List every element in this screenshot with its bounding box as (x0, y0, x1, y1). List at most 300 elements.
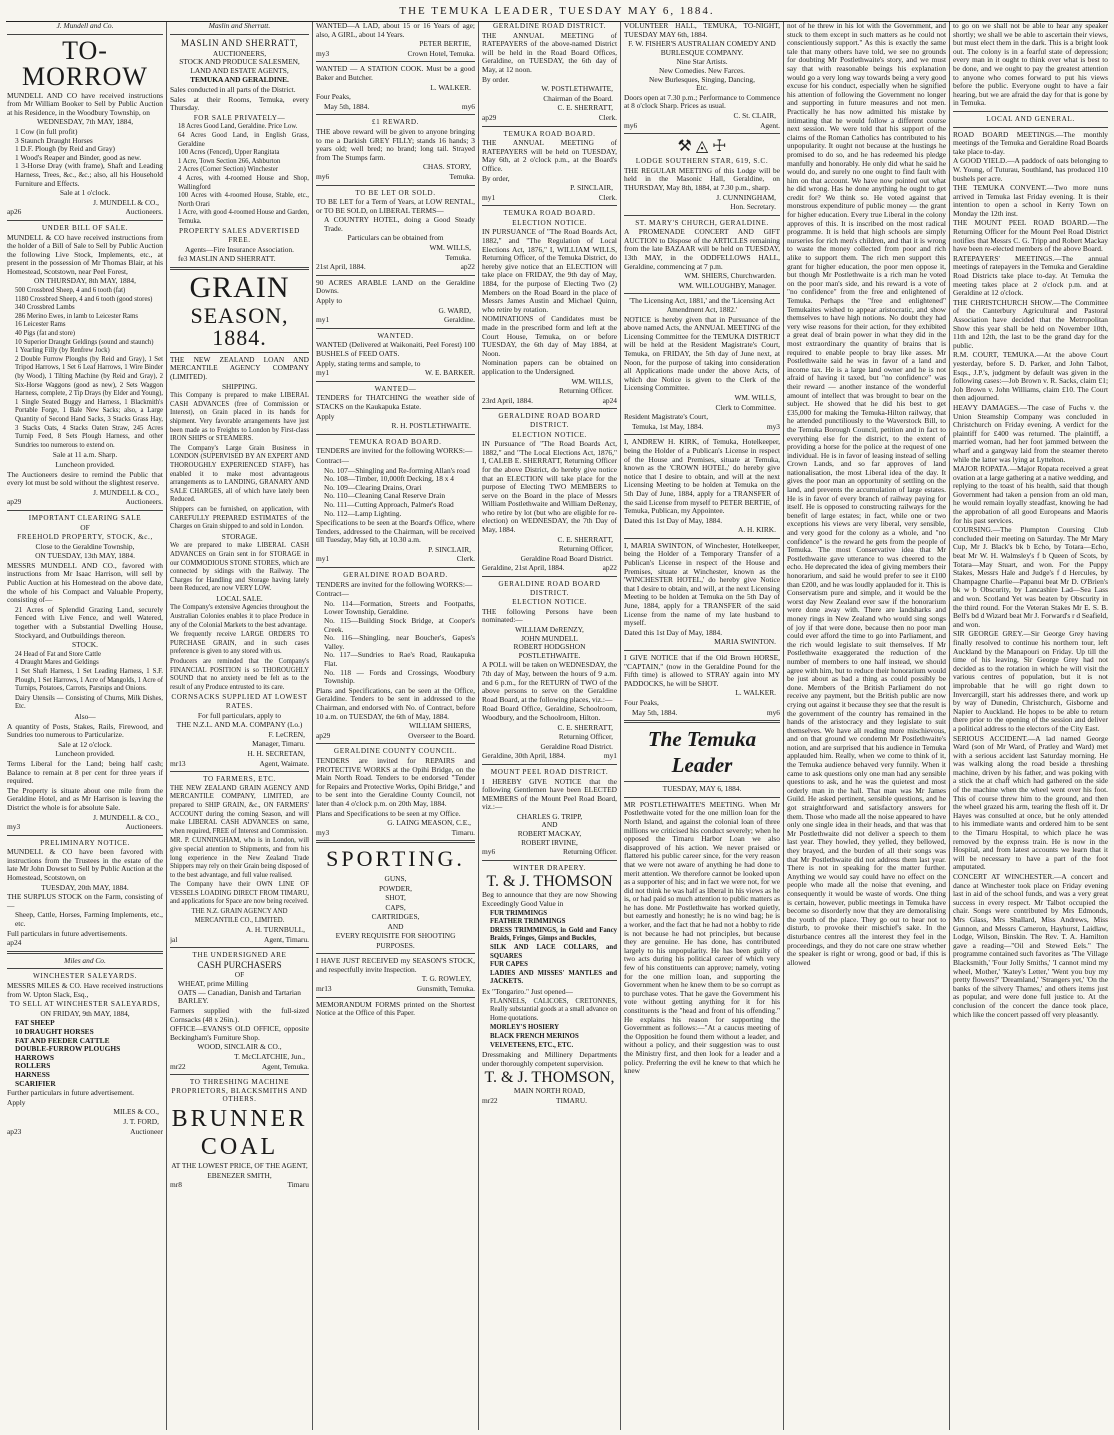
signature-title: Returning Officer. (558, 386, 613, 396)
ad-body: A quantity of Posts, Stakes, Rails, Firewood, and Sundries too numerous to Particularize. (7, 721, 163, 740)
divider (624, 434, 780, 435)
ad-code: my1 (316, 369, 330, 378)
ad-body: Terms Liberal for the Land; being half cash; Balance to remain at 8 per cent for three years if required. (7, 758, 163, 786)
ad-body: I, MARIA SWINTON, of Winchester, Hotelkeeper, being the Holder of a Temporary Transfer of a Publican's License in respect of the House and Premises, situate at Winchester, known as the 'WINCHESTER HOTEL,' do hereby give Notice that I desire to obtain, and will, at the next Licensing Meeting to be holden at Temuka on the 5th Day of June, 1884, apply for a TRANSFER of the said License from the name of my late husband to myself. (624, 540, 780, 628)
ad-heading: IMPORTANT CLEARING SALE (28, 513, 142, 522)
ad-body: Ex "Tongariro." Just opened— (482, 986, 573, 996)
ad-code: ap29 (7, 498, 22, 507)
signature: WILLIAM SHIERS, (409, 721, 471, 731)
divider (482, 764, 617, 765)
news-item: THE TEMUKA CONVENT.—Two more nuns arrived in Temuka last Friday evening. It is their intention to open a school in Kerry Town on Monday the 12th inst. (953, 183, 1108, 218)
signature: H. H. SECRETAN, (247, 748, 305, 758)
heading-thomson: T. & J. THOMSON (486, 873, 613, 891)
signature: J. CUNNINGHAM, (716, 192, 776, 202)
ad-code: ap22 (460, 263, 475, 272)
ad-heading: MASLIN AND SHERRATT, (180, 37, 299, 48)
ad-heading: FOR SALE PRIVATELY— (193, 113, 286, 122)
signature-title: Clerk. (598, 193, 617, 202)
news-item: A GOOD YIELD.—A paddock of oats belonging to W. Young, of Tuturau, Southland, has produced 110 bushels per acre. (953, 156, 1108, 183)
ad-body: IN PURSUANCE of "The Road Boards Act, 1882," and "The Regulation of Local Elections Act, 1876," I, WILLIAM WILLS, Returning Officer, of the Temuka District, do hereby give notice that an ELECTION will take place on FRIDAY, the 9th day of May, 1884, for the purpose of Electing Two (2) Members on the Road Board in the place of Messrs James Austin and Michael Quinn, who retire by rotation. (482, 227, 617, 314)
signature-title: Auctioneers. (125, 498, 163, 507)
ad-body: I GIVE NOTICE that if the Old Brown HORSE, "CAPTAIN," (now in the Geraldine Pound for the Fifth time) is allowed to STRAY again into MY PADDOCKS, he will be SHOT. (624, 653, 780, 688)
ad-body: Four Peaks, (316, 92, 351, 102)
section-header: J. Mundell and Co. (56, 22, 114, 30)
ad-body: TENDERS are invited for the following WORKS:— (316, 579, 473, 589)
ad-subheading: LOCAL SALE. (216, 593, 263, 603)
ad-body: Producers are reminded that the Company's FINANCIAL POSITION is so THOROUGHLY SOUND that no anxiety need be felt as to the result of any Produce entrusted to its care. (170, 658, 309, 691)
ad-heading: WINTER DRAPERY. (513, 863, 586, 872)
ad-body: Plans and Specifications to be seen at my Office. (316, 808, 461, 818)
signature: G. LAING MEASON, C.E., (387, 818, 471, 828)
divider (316, 743, 475, 744)
masthead: THE TEMUKA LEADER, TUESDAY MAY 6, 1884. (0, 4, 1114, 18)
ad-body: The Company's Large Grain Business in LONDON (SUPERVISED BY AN EXPERT AND THOROUGHLY EXPERIENCED STAFF), has enabled it to make most advantageous arrangements as to LANDING, GRANARY AND SALE CHARGES, all of which have lately been Reduced. (170, 444, 309, 504)
signature: T. McCLATCHIE, Jun., (234, 1051, 305, 1061)
signature: WM. WILLOUGHBY, Manager. (678, 280, 776, 290)
ad-list: CHARLES G. TRIPP, AND ROBERT MACKAY, ROBERT IRVINE, (516, 811, 583, 847)
signature: C. St. CLAIR, (733, 110, 776, 120)
ad-body: WANTED — A STATION COOK. Must be a good Baker and Butcher. (316, 64, 475, 82)
ad-subheading: Also— (74, 711, 96, 721)
ad-date: ON TUESDAY, 13th MAY, 1884. (35, 551, 135, 561)
ad-body: The Company's extensive Agencies throughout the Australian Colonies enables it to place Produce in any of the Colonial Markets to the best advantage. (170, 604, 309, 629)
issue-date: TUESDAY, MAY 6, 1884. (662, 784, 742, 794)
signature: A. H. KIRK. (738, 525, 776, 535)
divider (624, 781, 780, 782)
ad-body: AT THE LOWEST PRICE, OF THE AGENT, (171, 1160, 308, 1170)
ad-code: my1 (316, 555, 330, 564)
divider (316, 328, 475, 329)
ad-heading: GERALDINE ROAD DISTRICT. (492, 22, 607, 30)
ad-date: May 5th, 1884. (632, 708, 678, 717)
signature: THE N.Z. GRAIN AGENCY AND MERCANTILE CO., LIMITED. (191, 908, 288, 924)
heading-sporting: SPORTING. (326, 846, 465, 872)
ad-body: We are prepared to make LIBERAL CASH ADVANCES on Grain sent in for STORAGE in our COMMODIOUS STONE STORES, which are connected by sidings with the Railway. The Charges for Handling and Storage having lately been Reduced, are now VERY LOW. (170, 542, 309, 593)
heading-grain: GRAIN (189, 270, 290, 304)
ad-body: Apply to (316, 296, 343, 306)
ad-body: TENDERS are invited for the following WORKS:— (316, 446, 473, 456)
ad-body: Sales conducted in all parts of the District. (170, 84, 296, 94)
ad-body: 90 ACRES ARABLE LAND on the Geraldine Downs. (316, 277, 475, 296)
ad-heading: TO THRESHING MACHINE PROPRIETORS, BLACKSMITHS AND OTHERS. (171, 1078, 308, 1104)
ad-subheading: STOCK. (72, 640, 98, 650)
ad-subheading: ELECTION NOTICE. (512, 598, 587, 607)
section-header: Maslin and Sherratt. (208, 22, 271, 30)
ad-heading: TEMUKA ROAD BOARD. (503, 209, 596, 218)
signature-title: Returning Officer. (562, 848, 617, 857)
news-item: SERIOUS ACCIDENT.—A lad named George Ward (son of Mr Ward, of Pratley and Ward) met with a serious accident last Saturday morning. He was walking along the road beside a threshing machine, driven by his father, and was poking with a stick the at chaff which had gathered on the side of the machine when the wheel went over his foot. This of course threw him to the ground, and then the wheel grazed his arm, tearing the flesh off it. Dr Hayes was consulted at once, but he only attended to his immediate wants and ordered him to be sent to the Timaru Hospital, to which place he was removed by the express train. He is now in the Hospital, and from latest accounts we learn that it will be necessary to have a part of the foot amputated. (953, 733, 1108, 872)
ad-list: No. 107—Shingling and Re-forming Allan's road No. 108—Timber, 10,000ft Decking, 18 x 4 No. 109—Clearing Drains, Orari No. 110—Cleaning Canal Reserve Drain No. 111—Cutting Approach, Palmer's Road No. 112—Lamp Lighting. (324, 465, 470, 518)
divider (316, 953, 475, 954)
ad-heading: THE UNDERSIGNED ARE (192, 951, 287, 960)
signature: MAIN NORTH ROAD, (513, 1086, 586, 1096)
ad-heading: GERALDINE ROAD BOARD DISTRICT. (498, 580, 601, 597)
ad-body: OFFICE—EVANS'S OLD OFFICE, opposite Beckingham's Furniture Shop. (170, 1024, 309, 1042)
signature-title: Auctioneers. (125, 823, 163, 832)
ad-body: Further particulars in future advertisement. (7, 1088, 135, 1098)
heading-brunner: BRUNNER (171, 1105, 308, 1132)
news-item: THE MOUNT PEEL ROAD BOARD.—The Returning Officer for the Mount Peel Road District notifies that Messrs C. G. Tripp and Robert Mackay have been re-elected members of the above Board. (953, 218, 1108, 254)
ad-body: MEMORANDUM FORMS printed on the Shortest Notice at the Office of this Paper. (316, 999, 475, 1018)
ad-list: 500 Crossbred Sheep, 4 and 6 tooth (fat) 1180 Crossbred Sheep, 4 and 6 tooth (good stores) 340 Crossbred Lambs 286 Merino Ewes, in lamb to Leicester Rams 16 Leicester Rams 40 Pigs (fat and store) 10 Superior Draught Geldings (sound and staunch) 1 Yearling Filly (by Renfrew Jock) 2 Double Furrow Ploughs (by Reid and Gray), 1 Set Tripod Harrows, 1 Set 6 Leaf Harrows, 1 Wire Binder (by Wood), 1 Tilting Machine (by Reid and Gray), 2 Six-Horse Waggons (good as new), 2 Sets Waggon Harness, complete, 2 Tip Drays (by Elder and Young), 1 Single Seated Buggy and Harness, 1 Blackmith's Portable Forge, 1 Bale New Sacks; also, a Large Quantity of Second Hand Sacks, 3 Stacks Grass Hay, 3 Stacks Oats, 4 Stacks Oaten Straw, 245 Acres Turnip Feed, 8 Sets Plough Harness, and other Sundries too numerous to extend on. (15, 287, 163, 449)
ad-date: Dated this 1st Day of May, 1884. (624, 515, 723, 525)
ad-body: Four Peaks, (624, 697, 659, 707)
ad-date: Dated this 1st Day of May, 1884. (624, 627, 723, 637)
news-item: ROAD BOARD MEETINGS.—The monthly meetings of the Temuka and Geraldine Road Boards take place to-day. (953, 129, 1108, 156)
ad-subheading: CASH PURCHASERS (197, 960, 282, 971)
divider (316, 185, 475, 186)
editorial-text: not of he threw in his lot with the Government, and stuck to them except in such matters as he could not conscientiously support." As this is exactly the same tale that many others have told, we see no grounds for doubting Mr Postlethwaite's story, and we must say that with reasonable beings his explanation would go a very long way towards being a very good excuse for his conduct, especially when he signified his attention of following the Government no longer and supporting in future measures and not men. Practically he has now admitted his mistake by intimating that he would follow a different course next session. We were told that his support of the claims of the Roman Catholics has contributed to his unpopularity. It ought not because at the hustings he promised to do so, and he has redeemed his pledge manfully and honorably. He only did what he said he would do, and surely no one ought to find fault with him on that account. We have now pointed out what he did wrong. Has he done anything he ought to get credit for? We think so. He voted against that monstrous expenditure of public money — the grant for higher education. Every true Liberal in the colony approves of this. It is inscribed on the most radical programme. It is held that high schools are simply nurseries for rich men's children, and that it is wrong to waste the money collected from poor and rich alike to support them. The rich men support this grant for higher education, the poor men oppose it, but though Mr Postlethwaite is a rich man he voted on the poor man's side, and his reward is a vote of "no confidence" from the free and enlightened of Temuka. Perhaps the "free and enlightened" Temukaites wished to appear aristocratic, and show themselves to have high notions. No doubt they had very wise reasons for their action, for they exhibited a great deal of brain power in what they did in the most extraordinary the quantity of brains that is required to enable people to bray like asses. Mr Postlethwaite said he was in favor of a land and income tax. He is a large land owner and he is not afraid of having it taxed, but "no confidence" was their reward — another instance of the wonderful amount of intellect that was brought to bear on the subject. He showed that he did his best to get £35,000 for making the Temuka-Hilton railway, that he attended punctiliously to the Waverstock Bill, to the Temuka Borough Council, petition and in fact to everything else for the district, to the extent of providing a horse for the police at the request of one individual. He is in favor of leasing instead of selling Crown Lands, and so far approves of land nationalisation, the most Liberal idea of the day. It gives the poor man an opportunity of settling on the land, and prevents the accumulation of large estates. He is in favor of every branch of railway paying for itself. He is opposed to constructing railways for the benefit of large estates; in fact, while one or two exceptions his views are very liberal, very sensible, and very good for the colony as a whole, and "no confidence" is the reward he gets from the people of Temuka. The most Conservative idea that Mr Postlethwaite gave utterance to was cheered to the echo. He deprecated the idea of giving members their honorarium, and said he would prefer to see it £100 than £200, and he was loudly applauded for it. This is Conservatism pure and simple, and it would be the worst day New Zealand ever saw if the honorarium were done away with. There are landsharks and money rings in New Zealand who would sing songs of joy if that were done, because then no poor man could ever afford the time to go into Parliament, and the rich would legislate to suit themselves. If Mr Postlethwaite exaggerated the reduction of the number of members to one half instead, we should agree with him, but to reduce their honorarium would be just about as bad a thing as could possibly be done. Members of the British Parliament do not receive any payment, but the British public are now crying out against it because they see that the result is the government of the country has remained in the hands of the aristocracy and they legislate to suit themselves. We have all reading more mischievous, and on that ground we condemn Mr Postlethwaite's notion, and are surprised that his audience in Temuka applauded him. Really, when we come to think of it, the Temuka audience behaved very funnily. When it came to ask questions only one man had any sensible questions to ask, and he was the quietest and most orderly man in the hall. That man was Mr James Guild. He asked pertinent, sensible questions, and he got straightforward and satisfactory answers for them. Those who made all the noise appeared to have only one single idea in their heads, and that was that Mr Postlethwaite did not deliver a speech to them last year. They howled, they yelled, they bellowed, they brayed, and the burden of all their songs was that Mr Postlethwaite did not address them last year. There is not in speaking for the matter further. Anything we would say could have no effect on the people who made all the noise that evening, and consequently it would be waste of words. One thing is certain, however, public meetings in Temuka have become so disorderly now that they are demoralising the youth of the place. They go out to hear not to disturb, to provoke their mischief's sake. In the disturbance centres all the interest they feel in the proceedings, and they do not care one straw whether the speaker is right or wrong, good or bad, if this is allowed (787, 22, 946, 967)
signature-title: Returning Officer, (558, 732, 613, 742)
ad-code: my6 (316, 172, 330, 181)
divider (170, 267, 309, 270)
ad-body: WANTED (Delivered at Waikonaiti, Peel Forest) 100 BUSHELS of FEED OATS. (316, 340, 475, 358)
divider (170, 352, 309, 353)
ad-body: Plans and Specifications, can be seen at the Office, Geraldine. Tenders to be sent in addressed to the Chairman, and endorsed with No. of Contract, before 10 a.m. on TUESDAY, the 6th of May, 1884. (316, 685, 475, 721)
ad-list: Dairy Utensils — Consisting of Churns, Milk Dishes, Etc. (15, 694, 163, 711)
ad-body: Agents—Fire Insurance Association. (185, 244, 294, 254)
divider (482, 126, 617, 127)
section-header: Miles and Co. (64, 955, 106, 965)
ad-code: mr13 (170, 759, 186, 768)
divider (7, 220, 163, 221)
ad-subheading: F. W. FISHER'S AUSTRALIAN COMEDY AND BURLESQUE COMPANY. (628, 39, 776, 57)
ad-body: NOTICE is hereby given that in Pursuance of the above named Acts, the ANNUAL MEETING of the Licensing Committee for the TEMUKA DISTRICT will be held at the Resident Magistrate's Court, Temuka, on FRIDAY, the 5th day of June next, at Noon, for the purpose of taking into consideration all Applications made under the above Acts, of which due Notice is given to the Clerk of the Licensing Committee. (624, 314, 780, 393)
signature: A. H. TURNBULL, (245, 925, 305, 935)
ad-body: A PROMENADE CONCERT AND GIFT AUCTION to Dispose of the ARTICLES remaining from the late BAZAAR will be held on TUESDAY, 13th MAY, in the ODDFELLOWS HALL, Geraldine, commencing at 7 p.m. (624, 227, 780, 271)
divider (316, 997, 475, 998)
ad-code: my6 (482, 848, 496, 857)
ad-body: MUNDELL AND CO have received instructions from Mr William Booker to Sell by Public Auction at his Residence, in the Woodbury Township, on (7, 90, 163, 117)
news-item: R.M. COURT, TEMUKA.—At the above Court yesterday, before S. D. Parker, and John Talbot, Esqs., J.P.'s, judgment by default was given in the following cases:—Job Brown v. R. Sacks, claim £1; Job Brown v. John Williams, claim £10. The Court then adjourned. (953, 350, 1108, 403)
ad-body: WANTED—A LAD, about 15 or 16 Years of age; also, A GIRL, about 14 Years. (316, 22, 475, 39)
ad-date: ON THURSDAY, 8th MAY, 1884, (34, 276, 136, 286)
ad-date: 23rd April, 1884. (482, 396, 533, 405)
ad-heading: GERALDINE ROAD BOARD DISTRICT. (498, 412, 601, 429)
signature: P. SINCLAIR, (428, 544, 471, 554)
signature: WM. WILLS, (429, 243, 471, 253)
divider (482, 408, 617, 409)
ad-subheading: Close to the Geraldine Township, (35, 541, 135, 551)
ad-list: 18 Acres Good Land, Geraldine. Price Low. 64 Acres Good Land, in English Grass, Geraldine 100 Acres (Fenced), Upper Rangitata 1 Acre, Town Section 266, Ashburton 2 Acres (Corner Section) Winchester 4 Acres, with 4-roomed House and Shop, Wallingford 100 Acres with 4-roomed House, Stable, etc., North Orari 1 Acre, with good 4-roomed House and Garden, Temuka. (178, 123, 309, 225)
ad-body: I HAVE JUST RECEIVED my SEASON'S STOCK, and respectfully invite Inspection. (316, 956, 475, 974)
signature-title: Crown Hotel, Temuka. (407, 49, 475, 58)
ad-subheading: STORAGE. (221, 531, 258, 541)
divider (624, 720, 780, 723)
signature: W. E. BARKER. (424, 369, 475, 378)
editorial-text: MR POSTLETHWAITE'S MEETING. When Mr Postlethwaite voted for the one million loan for the North Island, and against the colonial loan of three millions we criticised his conduct severely; when he opposed the Timaru Harbor Loan we also disapproved of his action. We never praised or flattered his public career since, for the very reason that we were not aware of anything he had done to merit attention. We therefore cannot be looked upon as a supporter of his; and in fact we were not, for we did not think he was half as liberal in his views as he is, or had paid so much attention to public matters as he has done. Mr Postlethwaite has worked quietly, but earnestly and honestly; he is no wind bag; he is a worker, and the fact that he had not a hobby to ride is not because he had not principles, but because they are genuine. He has done, has contributed largely to his unpopularity. He has been guilty of two acts during his political career of which very few of his constituents can approve; namely, voting for the one million loan, and supporting the Government when he knew them to be so corrupt as to purchase votes. That he gave the Government his vote without getting anything for it for his constituents is the "head and front of his offending." He explains his reason for supporting the Government as follows:—"At a caucus meeting of the Opposition he found them without a leader, and without a policy, and their suggestion was to oust the Ministry first, and then look for a leader and a policy. Preferring the evil he knew to that which he knew (624, 799, 780, 1076)
column-4 (478, 22, 620, 1430)
ad-code: my3 (316, 828, 330, 837)
divider (482, 860, 617, 861)
ad-body: THE NEW ZEALAND LOAN AND MERCANTILE AGENCY COMPANY (LIMITED). (170, 354, 309, 382)
ad-date: Temuka, 1st May, 1884. (632, 422, 704, 431)
ad-heading: UNDER BILL OF SALE. (41, 223, 129, 232)
signature-title: Timaru (287, 1181, 309, 1190)
ad-body: MUNDELL & CO have been favored with instructions from the Trustees in the estate of the late Mr John Dowset to Sell by Public Auction at the Homestead, Scotstown, on (7, 847, 164, 883)
signature-title: Agent, Timaru. (264, 935, 309, 944)
signature-title: Chairman of the Board. (543, 93, 613, 103)
ad-body: NOMINATIONS of Candidates must be made in the prescribed form and left at the Court House, Temuka, on or before TUESDAY, the 6th day of May 1884, at Noon. (482, 314, 617, 358)
ad-body: Contract— (316, 589, 349, 599)
ad-code: my6 (766, 708, 780, 717)
ad-heading: CORNSACKS SUPPLIED AT LOWEST RATES. (171, 693, 308, 710)
ad-body: I, ANDREW H. KIRK, of Temuka, Hotelkeeper, being the Holder of a Publican's License in respect of the House and Premises, situate at Temuka, known as the 'CROWN HOTEL,' do hereby give notice that I desire to obtain, and will at the next Licensing Meeting to be holden at Temuka on the 5th Day of June, 1884, apply for a TRANSFER of the said License from myself to PETER BERTIE, of Temuka, Publican, my Appointee. (624, 437, 780, 516)
signature: F. LeCREN, (268, 729, 305, 739)
ad-body: The Auctioneers desire to remind the Public that every lot must be sold without the slightest reserve. (7, 469, 163, 488)
ad-subheading: ELECTION NOTICE. (512, 218, 587, 227)
ad-heading: GERALDINE COUNTY COUNCIL. (333, 747, 458, 756)
ad-code: ap24 (7, 939, 22, 948)
ad-body: TENDERS are invited for REPAIRS and PROTECTIVE WORKS at the Opihi Bridge, on the Main North Road. Tenders to be endorsed "Tender for Repairs and Protective Works, Opihi Bridge," and to be sent into the Geraldine County Council, not later than 4 o'clock p.m. on 20th May, 1884. (316, 755, 475, 808)
ad-body: Farmers supplied with the full-sized Cornsacks (48 x 26in.). (170, 1006, 309, 1024)
ad-list: Nine Star Artists. New Comedies. New Farces. New Burlesques, Singing, Dancing, Etc. (649, 57, 755, 93)
ad-body: VOLUNTEER HALL, TEMUKA, TO-NIGHT, TUESDAY MAY 6th, 1884. (624, 22, 780, 39)
news-item: RATEPAYERS' MEETINGS.—The annual meetings of ratepayers in the Temuka and Geraldine Road Districts take place to-day. At Temuka the meeting takes place at 2 o'clock p.m. and at Geraldine at 12 o'clock. (953, 253, 1108, 298)
ad-subheading: OF (80, 522, 90, 532)
divider (482, 205, 617, 206)
ad-heading: £1 REWARD. (371, 118, 420, 127)
ad-body: THE following Persons have been nominated:— (482, 606, 617, 625)
signature: G. WARD, (438, 305, 471, 315)
ad-body: THE SURPLUS STOCK on the Farm, consisting of— (7, 892, 163, 910)
divider (624, 650, 780, 651)
ad-list: WHEAT, prime Milling OATS — Canadian, Danish and Tartarian BARLEY. (178, 979, 301, 1006)
ad-code: my6 (624, 121, 638, 130)
signature: J. T. FORD, (123, 1116, 159, 1126)
ad-heading: WINCHESTER SALEYARDS. (32, 972, 138, 981)
ad-body: A POLL will be taken on WEDNESDAY, the 7th day of May, between the hours of 9 a.m. and 6 p.m., for the RETURN of TWO of the above persons to serve on the Geraldine Road Board, at the following places, viz.:— (482, 660, 617, 704)
news-item: THE CHRISTCHURCH SHOW.—The Committee of the Canterbury Agricultural and Pastoral Association have decided that the Metropolitan Show this year shall be held on November 10th, 11th and 12th, the last to be the grand day for the public. (953, 297, 1108, 350)
ad-body: Sheep, Cattle, Horses, Farming Implements, etc., etc. (15, 910, 163, 929)
ad-date: 21st April, 1884. (316, 263, 366, 272)
column-2 (166, 22, 312, 1430)
sale-time: Sale at 12 o'clock. (58, 739, 112, 749)
ad-list: MORLEY'S HOSIERY BLACK FRENCH MERINOS VELVETEENS, ETC., ETC. (490, 1024, 579, 1049)
ad-body: Specifications to be seen at the Board's Office, where Tenders, addressed to the Chairman, will be received till Tuesday, May 6th, at 10.30 a.m. (316, 518, 475, 545)
sale-time: Sale at 1 o'clock. (59, 188, 111, 198)
ad-heading: PROPERTY SALES ADVERTISED FREE. (179, 227, 300, 245)
ad-list: GUNS, POWDER, SHOT, CAPS, CARTRIDGES, AND EVERY REQUISITE FOR SHOOTING PURPOSES. (335, 874, 456, 950)
divider (7, 34, 163, 35)
news-item: MAJOR ROPATA.—Major Ropata received a great ovation at a large gathering at a native wedding, and replying to the toast of his health, said that though Government had taken a pension from an old man, he would remain loyally steadfast, knowing he had the approbation of all good Europeans and Maoris for his past services. (953, 464, 1108, 525)
signature: CHAS. STORY, (423, 162, 471, 172)
signature: C. E. SHERRATT, (557, 722, 613, 732)
signature: EBENEZER SMITH, (207, 1170, 272, 1180)
ad-body: This Company is prepared to make LIBERAL CASH ADVANCES (free of Commission or Interest), on Grain placed in its hands for shipment. Very favorable arrangements have just been made as to Freights to London by First-class IRON SHIPS or STEAMERS. (170, 392, 309, 443)
signature-title: Clerk to Committee. (715, 402, 776, 412)
ad-body: Apply (7, 1097, 26, 1107)
signature-title: Geraldine. (444, 316, 475, 325)
ad-code: ap26 (7, 208, 22, 217)
ad-heading: MOUNT PEEL ROAD DISTRICT. (490, 767, 609, 776)
ad-code: my1 (482, 193, 496, 202)
news-item: COURSING.—The Plumpton Coursing Club concluded their meeting on Saturday. The Mr Mary Cup, Mr J. Black's bk b Echo, by Totara—Echo, beat Mr W. H. Walmsley's f b Queen of Scots, by Totara—May Stuart, and won. For the Puppy Stakes, Messrs Hale and Judge's f d Hercules, by Champagne Charlie—Papanui beat Mr D. O'Brien's bk w b Obscurity, by Lancashire Lad—Sea Lass and won. Scotland Yet was beaten by Obscurity in the third round. For the Veteran Stakes Mr E. S. B. Bell's bd d Wizard beat Mr J. Forward's r d Seafield, and won. (953, 525, 1108, 629)
ad-list: WILLIAM DeRENZY, JOHN MUNDELL ROBERT HODGSHON POSTLETHWAITE. (513, 625, 586, 660)
signature: WOOD, SINCLAIR & CO., (197, 1042, 282, 1052)
divider (7, 951, 163, 954)
ad-list: FUR TRIMMINGS FEATHER TRIMMINGS DRESS TRIMMINGS, in Gold and Fancy Braids, Fringes, Gimps and Buckles, SILK AND LACE COLLARS, and SQUARES FUR CAPES LADIES AND MISSES' MANTLES and JACKETS. (490, 909, 617, 986)
ad-heading: TO BE LET OR SOLD. (355, 188, 436, 197)
signature: WM. SHIERS, Churchwarden. (684, 271, 776, 281)
ad-body: The Property is situate about one mile from the Geraldine Hotel, and as Mr Harrison is leaving the District the whole is for absolute Sale. (7, 785, 163, 812)
column-3 (312, 22, 478, 1430)
column-1 (4, 22, 166, 1430)
ad-heading: 'The Licensing Act, 1881,' and the 'Licensing Act Amendment Act, 1882.' (629, 296, 775, 315)
signature-title: Gunsmith, Temuka. (416, 985, 475, 994)
ad-body: THE ANNUAL MEETING of RATEPAYERS of the above-named District will be held in the Road Board Offices, Geraldine, on TUESDAY, the 6th day of May, at 12 noon. (482, 30, 617, 74)
divider (482, 576, 617, 577)
ad-heading: TO FARMERS, ETC. (203, 775, 276, 784)
ad-date: May 5th, 1884. (324, 102, 370, 111)
ad-subheading: ELECTION NOTICE. (512, 430, 587, 439)
ad-body: Contract— (316, 455, 349, 465)
ad-date: TUESDAY, 20th MAY, 1884. (41, 882, 129, 892)
signature-title: Auctioneer (130, 1127, 163, 1136)
ad-code: my6 (461, 102, 475, 111)
ad-code: my3 (316, 49, 330, 58)
ad-body: Doors open at 7.30 p.m.; Performance to Commence at 8 o'clock Sharp. Prices as usual. (624, 92, 780, 111)
ad-code: ap24 (602, 396, 617, 405)
news-item: CONCERT AT WINCHESTER.—A concert and dance at Winchester took place on Friday evening last in aid of the school funds, and was a very great success in every respect. Mr Talbot occupied the chair. Songs were contributed by Mrs Edmonds, Mrs Glass, Mrs Shallard, Miss Andrews, Miss Gunnon, and Messrs Cameron, Hayhurst, Laidlaw, Lodge, Wilson, Binskin. The Rev. T. A. Hamilton gave a reading—"Oil and Stewed Eels." The programme contained such favorites as 'The Village Blacksmith,' 'Four Jolly Smiths,' 'I cannot mind my wheel, Mother,' 'Katey's Letter,' 'Went you buy my pretty flowers?' 'Dreamland,' 'Strangers yet,' 'On the banks of the silvery Thames,' and others items just as popular, and were done full justice to. At the conclusion of the concert the dance took place, which like the concert passed off very pleasantly. (953, 872, 1108, 1019)
ad-body: Particulars can be obtained from (347, 233, 444, 243)
ad-code: my3 (766, 422, 780, 431)
ad-date: Geraldine, 21st April, 1884. (482, 564, 565, 573)
signature-title: Geraldine Road District. (540, 741, 613, 751)
column-5 (620, 22, 783, 1430)
ad-body: Dressmaking and Millinery Departments under thoroughly competent supervision. (482, 1050, 617, 1068)
signature: PETER BERTIE, (419, 39, 471, 49)
ad-body: MUNDELL & CO have received instructions from the holder of a Bill of Sale to Sell by Public Auction the following Live Stock, Implements, etc., at present in the possession of Mr Thomas Blair, at his Homestead, Scotstown, near Peel Forest, (7, 232, 163, 276)
ad-date: ON FRIDAY, 9th MAY, 1884, (40, 1008, 130, 1018)
ad-body: TO BE LET for a Term of Years, at LOW RENTAL, or TO BE SOLD, on LIBERAL TERMS— (316, 197, 475, 215)
divider (170, 34, 309, 35)
ad-code: mr13 (316, 985, 332, 994)
divider (7, 510, 163, 511)
ad-code: my3 (7, 823, 21, 832)
heading-thomson: T. & J. THOMSON, (484, 1069, 615, 1087)
ad-code: mr22 (170, 1062, 186, 1071)
divider (624, 133, 780, 134)
signature: WM. WILLS, (734, 392, 776, 402)
divider (170, 1074, 309, 1075)
ad-body: IN Pursuance of "The Road Boards Act, 1882," and "The Local Elections Act, 1876," I, CALEB E. SHERRATT, Returning Officer for the above District, do hereby give notice that an ELECTION will take place for the purpose of Electing TWO MEMBERS to serve on the Board in the place of Messrs William Postlethwaite and William DeRenzy, who retire by lot (but who are eligible for re-election) on WEDNESDAY, the 7th Day of May, 1884. (482, 439, 617, 535)
divider (316, 567, 475, 568)
ad-body: Full particulars in future advertisements. (7, 928, 128, 938)
ad-body: By order, (482, 173, 510, 183)
signature-title: Auctioneers. (125, 208, 163, 217)
ad-code: ap29 (316, 731, 331, 740)
ad-code: my1 (316, 316, 330, 325)
signature-title: TIMARU. (556, 1096, 587, 1105)
signature: R. H. POSTLETHWAITE. (391, 421, 471, 431)
signature: W. POSTLETHWAITE, (541, 84, 613, 94)
divider (316, 275, 475, 276)
ad-heading: PRELIMINARY NOTICE. (40, 838, 130, 847)
divider (170, 771, 309, 772)
ad-code: mr8 (170, 1181, 182, 1190)
signature-title: Clerk. (456, 555, 475, 564)
ad-body: For full particulars, apply to (197, 710, 282, 720)
newspaper-title: The Temuka Leader (647, 727, 757, 778)
signature-title: Geraldine Road Board District. (520, 553, 613, 563)
ad-list: 1 Cow (in full profit) 3 Staunch Draught Horses 1 D.F. Plough (by Reid and Gray) 1 Wood's Reaper and Binder, good as new. 1 3-Horse Dray (with frame), Shaft and Leading Harness, Trees, &c., &c.; also, all his Household Furniture and Effects. (15, 126, 163, 188)
ad-body: The Company have their OWN LINE OF VESSELS LOADING DIRECT FROM TIMARU, and applications for Space are now being received. (170, 881, 309, 906)
signature-title: Agent, Temuka. (261, 1062, 309, 1071)
divider (7, 835, 163, 836)
signature-title: Manager, Timaru. (252, 739, 305, 749)
signature: T. G. ROWLEY, (421, 974, 471, 984)
divider (953, 127, 1108, 128)
signature-title: Returning Officer, (558, 544, 613, 554)
ad-body: 21 Acres of Splendid Grazing Land, securely Fenced with Live Fence, and well Watered, together with a Substantial Dwelling House, Stockyard, and Outbuildings thereon. (15, 604, 163, 640)
luncheon-note: Luncheon provided. (55, 459, 115, 469)
ad-list: No. 114—Formation, Streets and Footpaths, Lower Township, Geraldine. No. 115—Building Stock Bridge, at Cooper's Creek. No. 116—Shingling, near Boucher's, Gapes's Valley. No. 117—Sundries to Rae's Road, Raukapuka Flat. No. 118 — Fords and Crossings, Woodbury Township. (324, 598, 475, 686)
signature: L. WALKER. (735, 688, 776, 698)
signature: J. MUNDELL & CO., (93, 812, 159, 822)
ad-subheading: TO SELL AT WINCHESTER SALEYARDS, (9, 1000, 161, 1009)
signature: C. E. SHERRATT, (557, 534, 613, 544)
ad-heading: WANTED— (374, 384, 417, 393)
ad-heading: GERALDINE ROAD BOARD. (343, 571, 448, 580)
heading-coal: COAL (200, 1133, 279, 1160)
signature: THE N.Z.L. AND M.A. COMPANY (Lo.) (176, 720, 303, 730)
divider (624, 215, 780, 216)
signature: C. E. SHERRATT, (557, 103, 613, 113)
signature-title: Overseer to the Board. (408, 731, 475, 740)
ad-body: THE above reward will be given to anyone bringing to me a Darkish GREY FILLY; stands 16 hands; 3 years old; well bred; no brand; long tail. Strayed from The Stumps farm. (316, 126, 475, 162)
ad-list: FAT SHEEP 10 DRAUGHT HORSES FAT AND FEEDER CATTLE DOUBLE-FURROW PLOUGHS HARROWS ROLLERS HARNESS SCARIFIER (15, 1018, 121, 1088)
ad-body: We frequently receive LARGE ORDERS TO PURCHASE GRAIN, and in such cases preference is given to any stored with us. (170, 631, 309, 656)
signature: WM. WILLS, (571, 376, 613, 386)
ad-date: WEDNESDAY, 7th MAY, 1884, (36, 117, 134, 127)
column-6 (783, 22, 949, 1430)
signature: MILES & CO., (113, 1107, 159, 1117)
ad-body: Sales at their Rooms, Temuka, every Thursday. (170, 94, 309, 113)
ad-subheading: FREEHOLD PROPERTY, STOCK, &c., (17, 533, 153, 542)
heading-tomorrow: TO-MORROW (22, 35, 148, 91)
ad-subheading: TEMUKA AND GERALDINE. (190, 75, 289, 85)
ad-body: MESSRS MUNDELL AND CO., favored with instructions from Mr Isaac Harrison, will sell by Public Auction at his Homestead on the above date, the whole of his Compact and Valuable Property, consisting of— (7, 560, 163, 605)
divider (953, 111, 1108, 112)
signature: fe3 MASLIN AND SHERRATT. (178, 254, 276, 264)
ad-body: By order. (482, 74, 510, 84)
ad-body: Road Board Office, Geraldine, Schoolroom, Woodbury, and the Schoolroom, Hilton. (482, 704, 617, 722)
ad-body: Nomination papers can be obtained on application to the Undersigned. (482, 358, 617, 376)
ad-body: Apply, stating terms and sample, to (316, 358, 421, 368)
ad-date: Geraldine, 30th April, 1884. (482, 752, 566, 761)
ad-code: jal (170, 935, 178, 944)
ad-code: ap22 (602, 564, 617, 573)
signature-title: Agent. (760, 121, 780, 130)
ad-body: THE ANNUAL MEETING of RATEPAYERS will be held on TUESDAY, May 6th, at 2 o'clock p.m., at the Board's Office. (482, 138, 617, 173)
column-7 (949, 22, 1111, 1430)
ad-body: A COUNTRY HOTEL, doing a Good Steady Trade. (324, 215, 475, 233)
signature-title: Temuka. (445, 252, 471, 262)
divider (624, 293, 780, 294)
signature: MARIA SWINTON. (714, 637, 776, 647)
ad-code: ap29 (482, 113, 497, 122)
news-item: SIR GEORGE GREY.—Sir George Grey having finally resolved to continue his northern tour, left Auckland by the Manapouri on Friday. Up till the time of his leaving, Sir George Grey had not decided as to the rotation in which he will visit the various centres of population, but it is not improbable that he will go right down to Invercargill, start his addresses there, and work up by way of Dunedin, Christchurch, Gisborne and Napier to Auckland. He hopes to be able to return there prior to the opening of the session and deliver a political address to the electors of the City East. (953, 629, 1108, 733)
sale-time: Sale at 11 a.m. Sharp. (52, 450, 118, 460)
ad-code: ap23 (7, 1127, 22, 1136)
ad-heading: TEMUKA ROAD BOARD. (349, 437, 442, 446)
signature: J. MUNDELL & CO., (93, 197, 159, 207)
signature: L. WALKER. (430, 82, 471, 92)
luncheon-note: Luncheon provided. (55, 749, 115, 759)
signature-title: Agent, Waimate. (259, 759, 309, 768)
signature-title: Hon. Secretary. (730, 202, 776, 212)
